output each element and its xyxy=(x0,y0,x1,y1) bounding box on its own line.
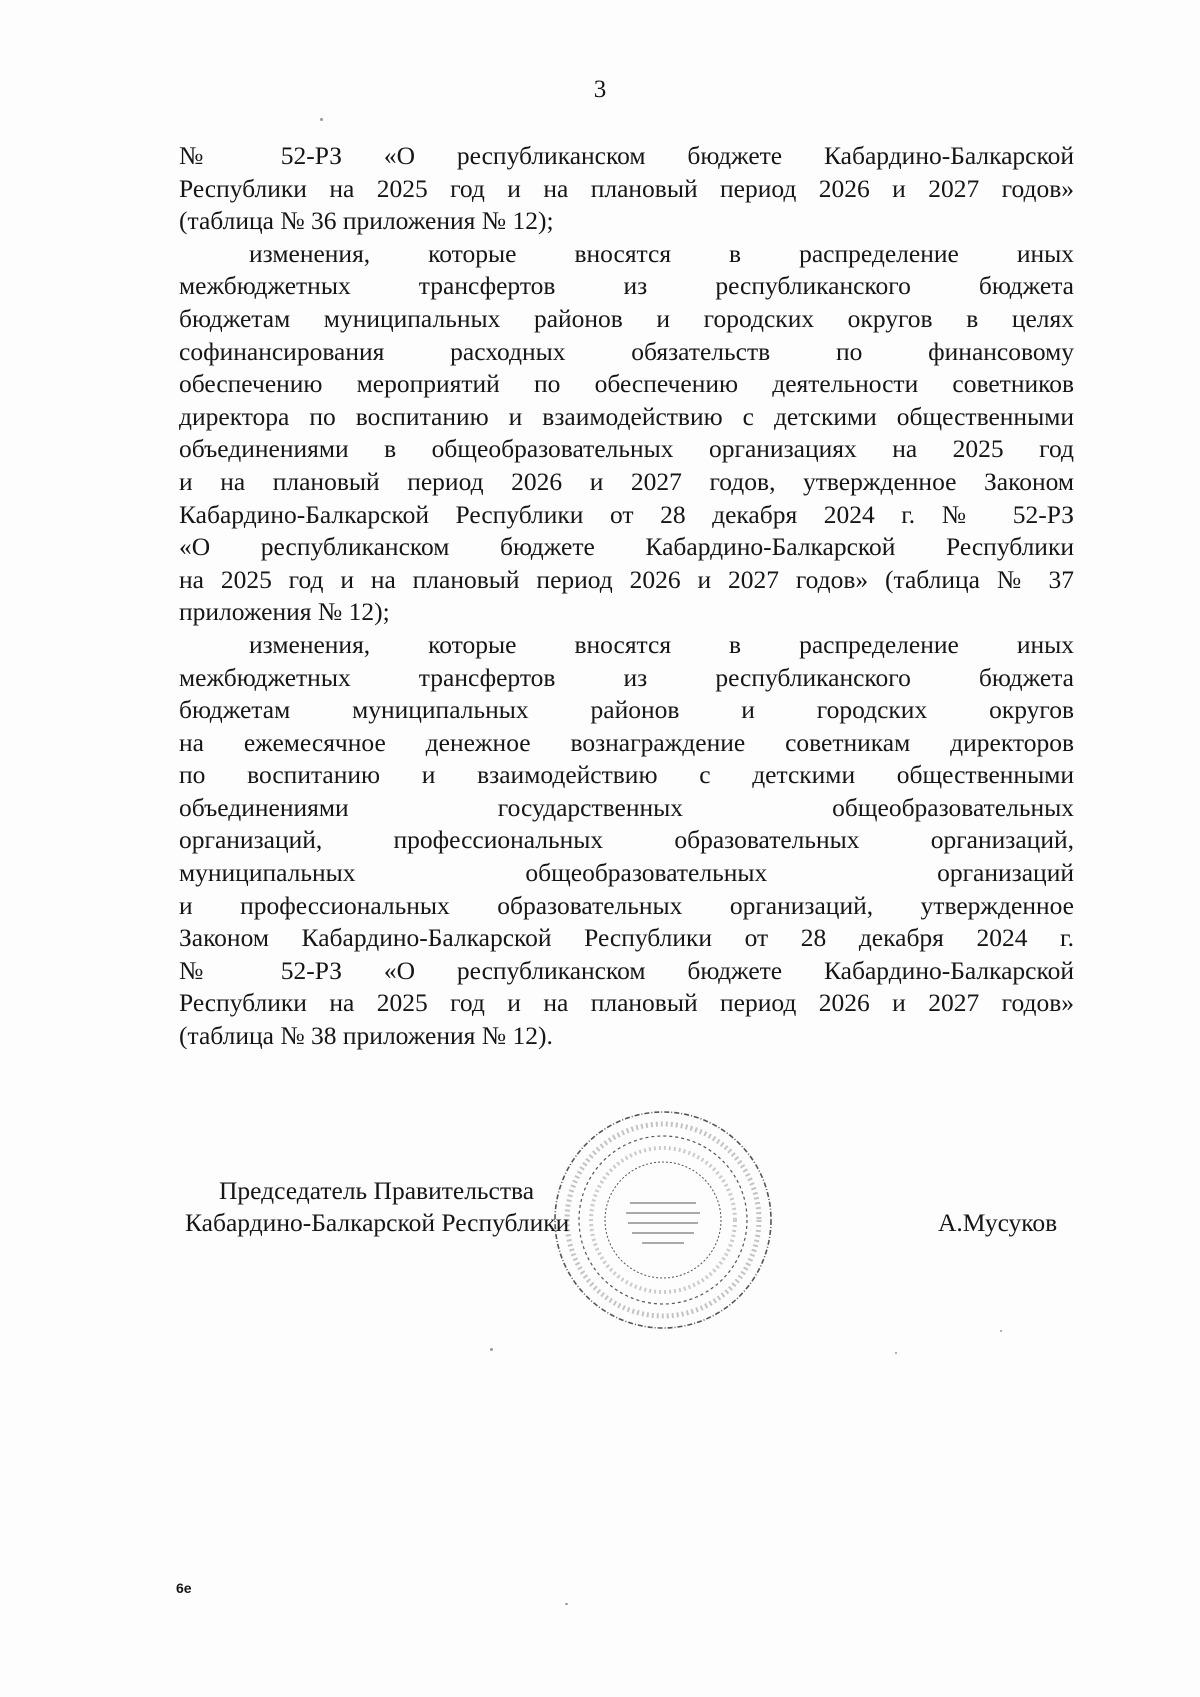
scan-speck xyxy=(1000,1330,1002,1332)
text-line: (таблица № 36 приложения № 12); xyxy=(179,206,554,236)
text-line: на ежемесячное денежное вознаграждение советникам директоров xyxy=(179,727,1074,757)
text-line: бюджетам муниципальных районов и городских округов xyxy=(179,695,1074,725)
text-line: приложения № 12); xyxy=(179,597,390,627)
text-line: директора по воспитанию и взаимодействию с детскими общественными xyxy=(179,401,1074,431)
text-line: «О республиканском бюджете Кабардино-Балкарской Республики xyxy=(179,532,1074,562)
text-line: Законом Кабардино-Балкарской Республики от 28 декабря 2024 г. xyxy=(179,923,1074,953)
text-line: и на плановый период 2026 и 2027 годов, утвержденное Законом xyxy=(179,466,1074,496)
text-line: Республики на 2025 год и на плановый период 2026 и 2027 годов» xyxy=(179,173,1074,203)
paragraph-table-38 xyxy=(179,629,1074,1053)
text-line: муниципальных общеобразовательных организаций xyxy=(179,858,1074,888)
text-line: объединениями государственных общеобразовательных xyxy=(179,792,1074,822)
text-line: объединениями в общеобразовательных организациях на 2025 год xyxy=(179,434,1074,464)
paragraph-table-37 xyxy=(179,238,1074,629)
scan-speck xyxy=(895,1352,897,1354)
signatory-name: А.Мусуков xyxy=(938,1208,1058,1237)
text-line: бюджетам муниципальных районов и городских округов в целях xyxy=(179,303,1074,333)
text-line: (таблица № 38 приложения № 12). xyxy=(179,1021,553,1051)
scan-speck xyxy=(320,118,323,121)
text-line: софинансирования расходных обязательств по финансовому xyxy=(179,336,1074,366)
paragraph-table-36 xyxy=(179,140,1074,238)
text-line: Кабардино-Балкарской Республики от 28 декабря 2024 г. № 52-РЗ xyxy=(179,499,1074,529)
text-line: № 52-РЗ «О республиканском бюджете Кабардино-Балкарской xyxy=(179,955,1074,985)
page-number: 3 xyxy=(593,76,607,103)
scan-speck xyxy=(565,1603,568,1605)
scan-speck xyxy=(490,1348,493,1351)
text-line: по воспитанию и взаимодействию с детскими общественными xyxy=(179,760,1074,790)
text-line: организаций, профессиональных образовательных организаций, xyxy=(179,825,1074,855)
text-line: изменения, которые вносятся в распределение иных xyxy=(249,238,1074,268)
document-body xyxy=(179,140,1074,1053)
text-line: межбюджетных трансфертов из республиканского бюджета xyxy=(179,271,1074,301)
official-seal xyxy=(548,1105,778,1335)
text-line: № 52-РЗ «О республиканском бюджете Кабардино-Балкарской xyxy=(179,141,1074,170)
signatory-title: Председатель Правительства xyxy=(219,1176,535,1205)
footer-mark: 6е xyxy=(176,1580,192,1596)
text-line: на 2025 год и на плановый период 2026 и 2027 годов» (таблица № 37 xyxy=(179,564,1074,594)
text-line: обеспечению мероприятий по обеспечению деятельности советников xyxy=(179,369,1074,399)
text-line: Республики на 2025 год и на плановый период 2026 и 2027 годов» xyxy=(179,988,1074,1018)
signatory-title: Кабардино-Балкарской Республики xyxy=(185,1208,570,1237)
text-line: межбюджетных трансфертов из республиканского бюджета xyxy=(179,662,1074,692)
text-line: изменения, которые вносятся в распределение иных xyxy=(249,629,1074,659)
text-line: и профессиональных образовательных организаций, утвержденное xyxy=(179,890,1074,920)
